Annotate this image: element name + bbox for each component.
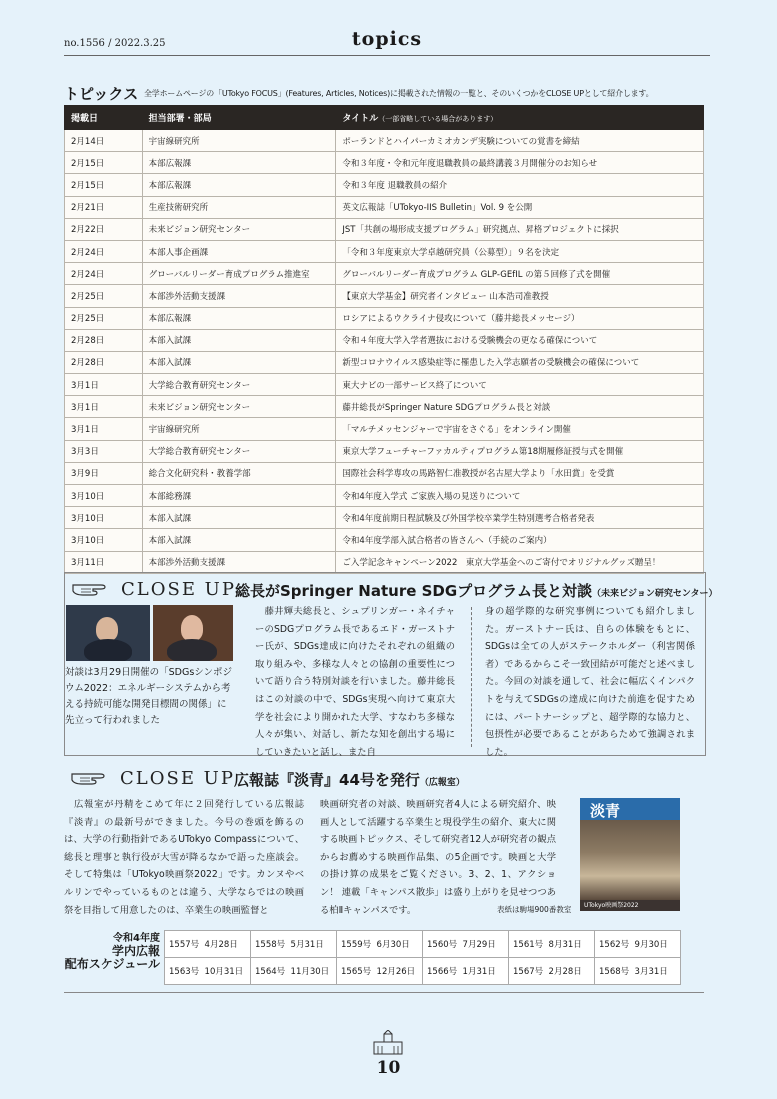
topics-heading bbox=[64, 83, 714, 103]
closeup-header bbox=[70, 766, 700, 792]
closeup-springer bbox=[64, 572, 718, 758]
table-row bbox=[65, 351, 704, 373]
cover-logo: 淡青 bbox=[590, 802, 621, 820]
closeup-dept: （未来ビジョン研究センター） bbox=[592, 589, 718, 599]
cell-title[interactable]: 令和4年度入学式 ご家族入場の見送りについて bbox=[336, 485, 704, 507]
article-column-2: 映画研究者の対談、映画研究者4人による研究紹介、映画人として活躍する卒業生と現役学生の紹介、東大に関する映画トピックス、そして研究者12人が研究者の観点からお薦めする映画作品集、の5企画です。映画と大学の掛け算の成果をご覧ください。3、2、1、アクション！ 連載「キャンパス散歩」は盛り上がりを見せつつある柏Ⅱキャンパスです。 bbox=[320, 799, 556, 916]
cell-date: 2月25日 bbox=[65, 307, 143, 329]
cell-date: 3月11日 bbox=[65, 551, 143, 573]
cell-date: 3月3日 bbox=[65, 440, 143, 462]
issue-number: no.1556 / 2022.3.25 bbox=[64, 38, 166, 49]
table-row bbox=[65, 240, 704, 262]
person-head bbox=[181, 615, 203, 641]
issue-date: 5月31日 bbox=[290, 940, 324, 950]
schedule-cell bbox=[509, 931, 595, 958]
table-row bbox=[65, 529, 704, 551]
cell-title[interactable]: 【東京大学基金】研究者インタビュー 山本浩司准教授 bbox=[336, 285, 704, 307]
table-row bbox=[65, 374, 704, 396]
cell-date: 2月28日 bbox=[65, 329, 143, 351]
schedule-label bbox=[64, 932, 160, 971]
table-row bbox=[65, 152, 704, 174]
cell-date: 3月1日 bbox=[65, 396, 143, 418]
closeup-title bbox=[234, 769, 465, 790]
cell-title[interactable]: JST「共創の場形成支援プログラム」研究拠点、昇格プロジェクトに採択 bbox=[336, 218, 704, 240]
schedule-table-body bbox=[165, 931, 681, 985]
photo-guest bbox=[153, 605, 233, 661]
schedule-row bbox=[165, 931, 681, 958]
topics-table bbox=[64, 105, 704, 574]
topics-title: トピックス bbox=[64, 85, 139, 103]
table-row bbox=[65, 507, 704, 529]
table-row bbox=[65, 551, 704, 573]
issue-date: 4月28日 bbox=[204, 940, 238, 950]
cell-date: 3月10日 bbox=[65, 507, 143, 529]
cell-title[interactable]: ロシアによるウクライナ侵攻について（藤井総長メッセージ） bbox=[336, 307, 704, 329]
schedule-table bbox=[164, 930, 681, 985]
cell-date: 3月9日 bbox=[65, 462, 143, 484]
cell-title[interactable]: 英文広報誌「UTokyo-IIS Bulletin」Vol. 9 を公開 bbox=[336, 196, 704, 218]
table-header-row bbox=[65, 106, 704, 130]
cell-dept: 生産技術研究所 bbox=[142, 196, 336, 218]
schedule-cell bbox=[509, 958, 595, 985]
col-title-header bbox=[336, 106, 704, 130]
col-title-label: タイトル bbox=[342, 114, 379, 124]
col-date-header: 掲載日 bbox=[65, 106, 143, 130]
pointing-hand-icon bbox=[70, 766, 114, 788]
table-row bbox=[65, 174, 704, 196]
schedule-cell bbox=[423, 931, 509, 958]
cell-dept: 本部入試課 bbox=[142, 329, 336, 351]
closeup-header bbox=[71, 577, 718, 603]
table-row bbox=[65, 440, 704, 462]
cell-date: 2月14日 bbox=[65, 130, 143, 152]
cell-dept: 総合文化研究科・教養学部 bbox=[142, 462, 336, 484]
cell-dept: 未来ビジョン研究センター bbox=[142, 218, 336, 240]
schedule-cell bbox=[337, 958, 423, 985]
cell-date: 2月28日 bbox=[65, 351, 143, 373]
schedule-cell bbox=[337, 931, 423, 958]
issue-no: 1564号 bbox=[255, 967, 286, 977]
cell-dept: 本部入試課 bbox=[142, 529, 336, 551]
issue-date: 9月30日 bbox=[634, 940, 668, 950]
cell-dept: 本部入試課 bbox=[142, 351, 336, 373]
table-row bbox=[65, 462, 704, 484]
cell-title[interactable]: 令和３年度 退職教員の紹介 bbox=[336, 174, 704, 196]
cell-title[interactable]: 東大ナビの一部サービス終了について bbox=[336, 374, 704, 396]
issue-no: 1567号 bbox=[513, 967, 544, 977]
issue-no: 1565号 bbox=[341, 967, 372, 977]
cell-dept: 大学総合教育研究センター bbox=[142, 374, 336, 396]
cell-title[interactable]: グローバルリーダー育成プログラム GLP-GEfIL の第５回修了式を開催 bbox=[336, 263, 704, 285]
issue-no: 1560号 bbox=[427, 940, 458, 950]
table-row bbox=[65, 285, 704, 307]
table-row bbox=[65, 263, 704, 285]
cell-dept: 本部広報課 bbox=[142, 152, 336, 174]
cell-title[interactable]: 令和4年度学部入試合格者の皆さんへ（手続のご案内） bbox=[336, 529, 704, 551]
schedule-cell bbox=[595, 958, 681, 985]
cell-date: 2月15日 bbox=[65, 152, 143, 174]
article-column-2: 身の超学際的な研究事例についても紹介しました。ガーストナー氏は、自らの体験をもとに、SDGsは全ての人がステークホルダー（利害関係者）であるからこそ一致団結が可能だと述べました。今回の対談を通して、社会に幅広くインパクトを与えてSDGsの達成に向けた前進を促すためには、パートナーシップと、超学際的な協力と、包摂性が必要であることがあらためて強調されました。 bbox=[485, 606, 695, 758]
cell-title[interactable]: ポーランドとハイパーカミオカンデ実験についての覚書を締結 bbox=[336, 130, 704, 152]
cell-title[interactable]: 新型コロナウイルス感染症等に罹患した入学志願者の受験機会の確保について bbox=[336, 351, 704, 373]
person-body bbox=[167, 639, 217, 661]
issue-no: 1559号 bbox=[341, 940, 372, 950]
table-row bbox=[65, 307, 704, 329]
cell-dept: 本部渉外活動支援課 bbox=[142, 551, 336, 573]
closeup-title-text: 総長がSpringer Nature SDGプログラム長と対談 bbox=[235, 582, 593, 600]
cell-dept: 宇宙線研究所 bbox=[142, 418, 336, 440]
closeup-title-text: 広報誌『淡青』44号を発行 bbox=[234, 771, 420, 789]
magazine-cover bbox=[580, 798, 680, 911]
cell-date: 2月22日 bbox=[65, 218, 143, 240]
issue-date: 6月30日 bbox=[376, 940, 410, 950]
cell-date: 2月21日 bbox=[65, 196, 143, 218]
cell-dept: 本部総務課 bbox=[142, 485, 336, 507]
cell-dept: 本部広報課 bbox=[142, 174, 336, 196]
cell-title[interactable]: 「令和３年度東京大学卓越研究員（公募型）」９名を決定 bbox=[336, 240, 704, 262]
schedule-cell bbox=[251, 931, 337, 958]
schedule-cell bbox=[595, 931, 681, 958]
cell-title[interactable]: 令和4年度前期日程試験及び外国学校卒業学生特別選考合格者発表 bbox=[336, 507, 704, 529]
cell-dept: 本部広報課 bbox=[142, 307, 336, 329]
pointing-hand-icon bbox=[71, 577, 115, 599]
schedule-cell bbox=[423, 958, 509, 985]
schedule-cell bbox=[165, 931, 251, 958]
page-number: 10 bbox=[376, 1058, 401, 1078]
issue-date: 12月26日 bbox=[376, 967, 416, 977]
schedule-label-year: 令和4年度 bbox=[113, 933, 160, 944]
cell-date: 2月24日 bbox=[65, 240, 143, 262]
cell-date: 3月1日 bbox=[65, 374, 143, 396]
cell-date: 2月24日 bbox=[65, 263, 143, 285]
issue-date: 8月31日 bbox=[548, 940, 582, 950]
cell-date: 3月1日 bbox=[65, 418, 143, 440]
table-row bbox=[65, 196, 704, 218]
section-title: topics bbox=[351, 28, 423, 50]
cell-dept: 宇宙線研究所 bbox=[142, 130, 336, 152]
issue-no: 1566号 bbox=[427, 967, 458, 977]
article-column-1: 藤井輝夫総長と、シュプリンガー・ネイチャーのSDGプログラム長であるエド・ガーストナー氏が、SDGs達成に向けたそれぞれの組織の取り組みや、多様な人々との協創の重要性について語り合う特別対談を行いました。藤井総長はこの対談の中で、SDGs実現へ向けて東京大学を社会により開かれた大学、すなわち多様な人々が集い、対話し、新たな知を創出する場にしていきたいと話し、また自 bbox=[255, 606, 455, 758]
issue-no: 1562号 bbox=[599, 940, 630, 950]
table-row bbox=[65, 329, 704, 351]
cell-date: 2月25日 bbox=[65, 285, 143, 307]
issue-no: 1563号 bbox=[169, 967, 200, 977]
issue-date: 2月28日 bbox=[548, 967, 582, 977]
cover-caption: 表紙は駒場900番教室 bbox=[497, 905, 572, 914]
photo-caption: 対談は3月29日開催の「SDGsシンポジウム2022：エネルギーシステムから考える持続可能な開発目標間の関係」に先立って行われました bbox=[65, 667, 233, 726]
cell-date: 2月15日 bbox=[65, 174, 143, 196]
closeup-label: CLOSE UP bbox=[121, 579, 236, 600]
schedule-cell bbox=[251, 958, 337, 985]
topics-description: 全学ホームページの「UTokyo FOCUS」(Features, Articles, Notices)に掲載された情報の一覧と、そのいくつかをCLOSE UPとして紹介します。 bbox=[144, 89, 654, 98]
schedule-cell bbox=[165, 958, 251, 985]
col-title-note: （一部省略している場合があります） bbox=[378, 115, 498, 123]
cover-footer: UTokyo映画祭2022 bbox=[584, 902, 639, 909]
cover-photo bbox=[580, 820, 680, 900]
divider bbox=[64, 992, 704, 993]
issue-no: 1568号 bbox=[599, 967, 630, 977]
cell-title[interactable]: 令和３年度・令和元年度退職教員の最終講義３月開催分のお知らせ bbox=[336, 152, 704, 174]
issue-date: 1月31日 bbox=[462, 967, 496, 977]
cell-date: 3月10日 bbox=[65, 485, 143, 507]
page-header bbox=[64, 28, 710, 56]
cell-date: 3月10日 bbox=[65, 529, 143, 551]
cell-dept: 本部入試課 bbox=[142, 507, 336, 529]
issue-date: 3月31日 bbox=[634, 967, 668, 977]
cell-dept: 本部渉外活動支援課 bbox=[142, 285, 336, 307]
cell-dept: 大学総合教育研究センター bbox=[142, 440, 336, 462]
person-head bbox=[96, 617, 118, 641]
yasuda-auditorium-icon bbox=[368, 1030, 408, 1056]
table-row bbox=[65, 485, 704, 507]
cell-dept: 本部人事企画課 bbox=[142, 240, 336, 262]
issue-date: 11月30日 bbox=[290, 967, 330, 977]
table-row bbox=[65, 130, 704, 152]
cell-dept: 未来ビジョン研究センター bbox=[142, 396, 336, 418]
cell-title[interactable]: 令和４年度大学入学者選抜における受験機会の更なる確保について bbox=[336, 329, 704, 351]
cell-title[interactable]: 「マルチメッセンジャーで宇宙をさぐる」をオンライン開催 bbox=[336, 418, 704, 440]
closeup-dept: （広報室） bbox=[419, 778, 465, 788]
photo-president bbox=[66, 605, 150, 661]
column-divider bbox=[471, 607, 472, 747]
cell-title[interactable]: 東京大学フューチャーファカルティプログラム第18期履修証授与式を開催 bbox=[336, 440, 704, 462]
topics-table-body bbox=[65, 130, 704, 574]
table-row bbox=[65, 396, 704, 418]
schedule-row bbox=[165, 958, 681, 985]
issue-no: 1561号 bbox=[513, 940, 544, 950]
table-row bbox=[65, 418, 704, 440]
cell-title[interactable]: ご入学記念キャンペーン2022 東京大学基金へのご寄付でオリジナルグッズ贈呈！ bbox=[336, 551, 704, 573]
closeup-label: CLOSE UP bbox=[120, 768, 235, 789]
schedule-label-sub: 配布スケジュール bbox=[64, 957, 160, 971]
cell-title[interactable]: 国際社会科学専攻の馬路智仁准教授が名古屋大学より「水田賞」を受賞 bbox=[336, 462, 704, 484]
issue-no: 1557号 bbox=[169, 940, 200, 950]
issue-no: 1558号 bbox=[255, 940, 286, 950]
distribution-schedule bbox=[64, 928, 684, 990]
person-body bbox=[84, 639, 132, 661]
issue-date: 10月31日 bbox=[204, 967, 244, 977]
cell-title[interactable]: 藤井総長がSpringer Nature SDGプログラム長と対談 bbox=[336, 396, 704, 418]
cell-dept: グローバルリーダー育成プログラム推進室 bbox=[142, 263, 336, 285]
issue-date: 7月29日 bbox=[462, 940, 496, 950]
table-row bbox=[65, 218, 704, 240]
schedule-label-name: 学内広報 bbox=[111, 944, 160, 958]
closeup-title bbox=[235, 580, 718, 601]
article-column-1: 広報室が丹精をこめて年に２回発行している広報誌『淡青』の最新号ができました。今号の巻頭を飾るのは、大学の行動指針であるUTokyo Compassについて、総長と理事と執行役が大雪が降るなかで語った座談会。そして特集は「UTokyo映画祭2022」です。カンヌやベルリンでやっているものとは違う、大学ならではの映画祭を目指して用意したのは、卒業生の映画監督と bbox=[64, 799, 304, 916]
col-dept-header: 担当部署・部局 bbox=[142, 106, 336, 130]
